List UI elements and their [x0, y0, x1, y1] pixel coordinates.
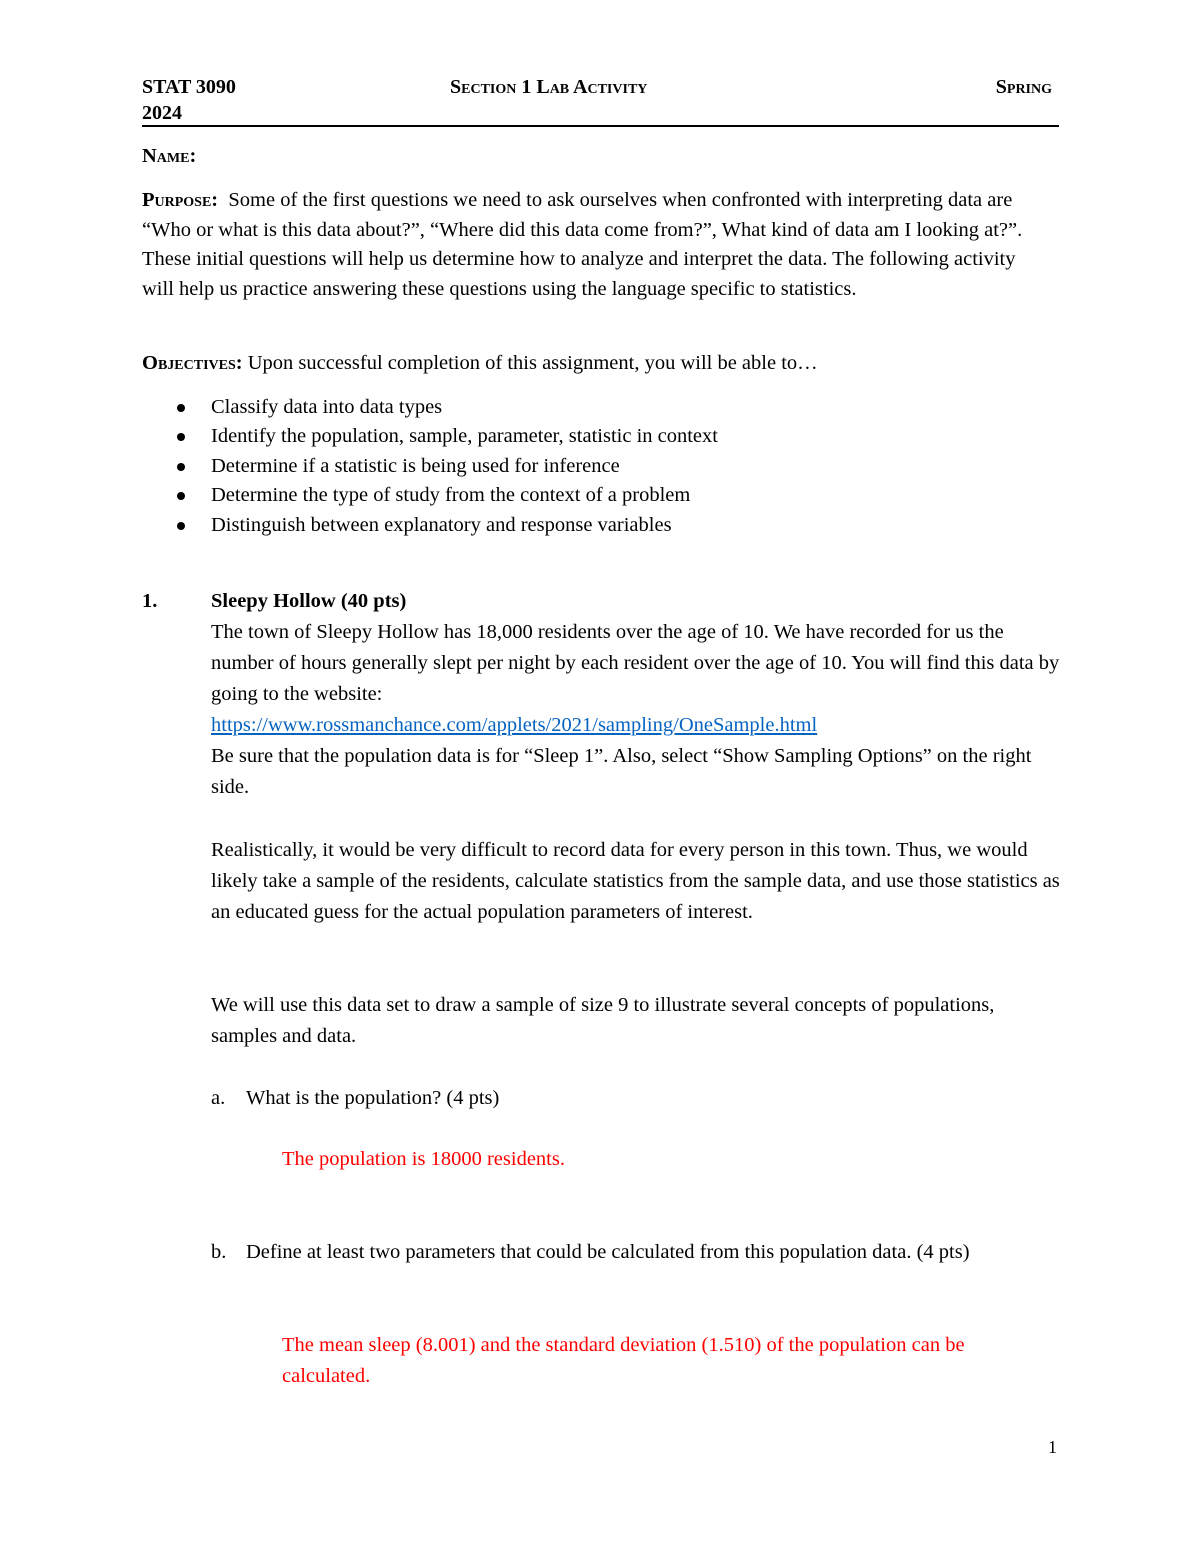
bullet-icon: [177, 404, 185, 412]
question-para-1-after: Be sure that the population data is for “Sleep 1”. Also, select “Show Sampling Options” on the right side.: [211, 745, 1032, 798]
list-item: Identify the population, sample, parameter, statistic in context: [142, 422, 1042, 451]
question-para-3: We will use this data set to draw a sample of size 9 to illustrate several concepts of populations, samples and data.: [211, 994, 995, 1047]
part-b-letter: b.: [211, 1241, 227, 1263]
list-item: Determine the type of study from the context of a problem: [142, 481, 1042, 510]
bullet-icon: [177, 463, 185, 471]
header-term: Spring: [995, 76, 1052, 98]
part-b-answer: The mean sleep (8.001) and the standard deviation (1.510) of the population can be calculated.: [282, 1334, 965, 1387]
header-divider: [142, 125, 1059, 127]
purpose-paragraph: [142, 186, 1052, 304]
name-line: [142, 142, 1052, 172]
header-title: Section 1 Lab Activity: [450, 76, 648, 98]
list-item: Classify data into data types: [142, 393, 1042, 422]
part-b-prompt: Define at least two parameters that could be calculated from this population data. (4 pts): [246, 1241, 970, 1263]
question-title: Sleepy Hollow (40 pts): [211, 590, 407, 612]
applet-link[interactable]: https://www.rossmanchance.com/applets/2021/sampling/OneSample.html: [211, 714, 818, 736]
page-number: 1: [1048, 1437, 1057, 1457]
bullet-icon: [177, 492, 185, 500]
question-para-1: The town of Sleepy Hollow has 18,000 residents over the age of 10. We have recorded for us the number of hours generally slept per night by each resident over the age of 10. You will find this data by going to the website:: [211, 621, 1060, 705]
purpose-label: Purpose:: [142, 189, 219, 211]
part-a-letter: a.: [211, 1087, 226, 1109]
bullet-icon: [177, 433, 185, 441]
header-year: 2024: [142, 102, 182, 124]
purpose-text: Some of the first questions we need to ask ourselves when confronted with interpreting data are “Who or what is this data about?”, “Where did this data come from?”, What kind of data am I looking at?”. These initial questions will help us determine how to analyze and interpret the data. The following activity will help us practice answering these questions using the language specific to statistics.: [142, 189, 1023, 300]
objectives-list: [142, 393, 1042, 540]
header-course-code: STAT 3090: [142, 76, 236, 98]
list-item: Determine if a statistic is being used for inference: [142, 452, 1042, 481]
bullet-icon: [177, 522, 185, 530]
header-course: [142, 74, 282, 126]
objectives-intro-line: [142, 349, 1052, 379]
question-number: 1.: [142, 590, 158, 612]
question-1-intro: [211, 586, 1061, 803]
question-para-2: Realistically, it would be very difficult to record data for every person in this town. Thus, we would likely take a sample of the residents, calculate statistics from the sample data, and use those statistics as an educated guess for the actual population parameters of interest.: [211, 839, 1060, 923]
objectives-label: Objectives:: [142, 352, 243, 374]
part-a-prompt: What is the population? (4 pts): [246, 1087, 500, 1109]
part-a-answer: The population is 18000 residents.: [282, 1148, 565, 1170]
objectives-intro: Upon successful completion of this assignment, you will be able to…: [247, 352, 818, 374]
name-label: Name:: [142, 145, 197, 167]
list-item: Distinguish between explanatory and response variables: [142, 511, 1042, 540]
